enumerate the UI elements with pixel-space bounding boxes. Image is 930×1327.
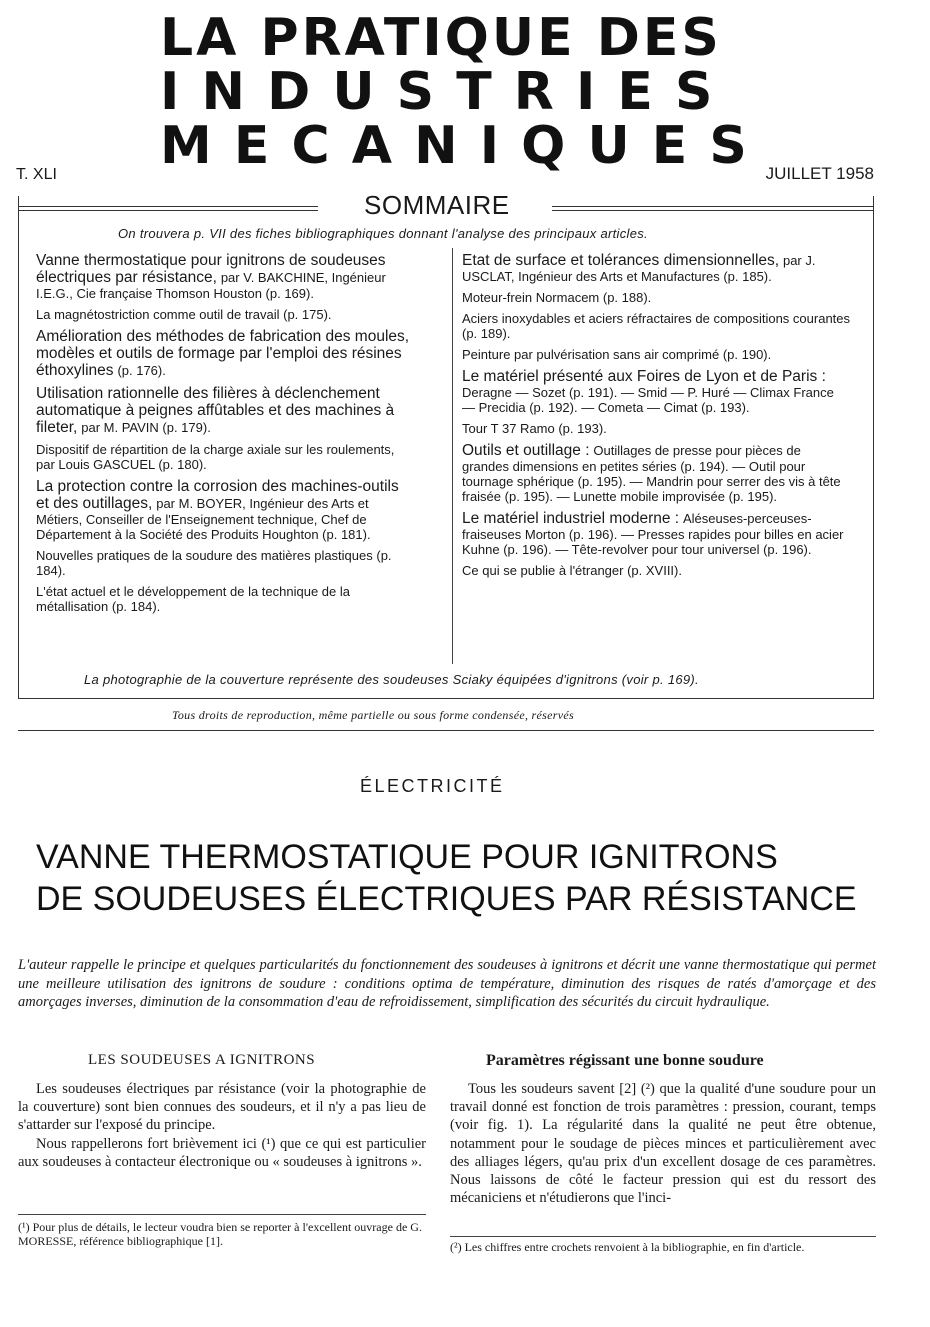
entry-title: Outils et outillage : — [462, 442, 590, 459]
entry-detail: (p. 176). — [117, 363, 166, 378]
paragraph: Nous rappellerons fort brièvement ici (¹) que ce qui est particulier aux soudeuses à contacteur électronique ou « soudeuses à ignitrons ». — [18, 1135, 426, 1170]
summary-entry — [36, 442, 412, 472]
summary-column-divider — [452, 248, 453, 664]
summary-entry — [462, 442, 850, 504]
footnote-rule — [450, 1236, 876, 1237]
summary-note: On trouvera p. VII des fiches bibliographiques donnant l'analyse des principaux articles. — [118, 226, 648, 241]
summary-entry — [462, 252, 850, 284]
summary-entry — [36, 252, 412, 301]
entry-title: Etat de surface et tolérances dimensionnelles, — [462, 252, 780, 269]
journal-title-line1: LA PRATIQUE DES — [160, 8, 722, 68]
article-title-line1: VANNE THERMOSTATIQUE POUR IGNITRONS — [36, 838, 778, 876]
entry-title: Amélioration des méthodes de fabrication des moules, modèles et outils de formage par l'emploi des résines éthoxylines — [36, 328, 410, 379]
journal-title-line2: I N D U S T R I E S — [160, 62, 715, 122]
entry-detail: Moteur-frein Normacem (p. 188). — [462, 290, 652, 305]
summary-entry — [462, 368, 850, 415]
summary-entry — [36, 584, 412, 614]
entry-detail: Ce qui se publie à l'étranger (p. XVIII). — [462, 563, 682, 578]
entry-detail: Nouvelles pratiques de la soudure des matières plastiques (p. 184). — [36, 548, 392, 578]
article-title-line2: DE SOUDEUSES ÉLECTRIQUES PAR RÉSISTANCE — [36, 880, 857, 918]
entry-detail: Peinture par pulvérisation sans air comprimé (p. 190). — [462, 347, 772, 362]
summary-entry — [462, 311, 850, 341]
article-abstract: L'auteur rappelle le principe et quelques particularités du fonctionnement des soudeuses à ignitrons et décrit une vanne thermostatique qui permet une meilleure utilisation des ignitrons de soudure : conditions optima de température, diminution des risques de ratés d'amorçage et des amorçages inverses, diminution de la consommation d'eau de refroidissement, simplification des sécurités du circuit hydraulique. — [18, 957, 876, 1010]
entry-title: Vanne thermostatique pour ignitrons de soudeuses électriques par résistance, — [36, 252, 386, 286]
entry-title: Le matériel présenté aux Foires de Lyon et de Paris : — [462, 368, 826, 385]
summary-entry — [462, 563, 850, 578]
summary-rule-left — [18, 206, 318, 207]
left-column-body — [18, 1080, 426, 1171]
entry-detail: Deragne — Sozet (p. 191). — Smid — P. Huré — Climax France — Precidia (p. 192). — Cometa — Cimat (p. 193). — [462, 385, 834, 415]
rights-notice: Tous droits de reproduction, même partielle ou sous forme condensée, réservés — [172, 708, 574, 722]
summary-entry — [462, 421, 850, 436]
paragraph: Les soudeuses électriques par résistance (voir la photographie de la couverture) sont bien connues des soudeurs, et il n'y a pas lieu de s'attarder sur l'exposé du principe. — [18, 1081, 426, 1134]
summary-rule-right — [552, 206, 873, 207]
cover-caption: La photographie de la couverture représente des soudeuses Sciaky équipées d'ignitrons (voir p. 169). — [84, 672, 699, 687]
summary-entry — [36, 328, 412, 379]
entry-detail: par J. USCLAT, Ingénieur des Arts et Manufactures (p. 185). — [462, 253, 816, 284]
entry-detail: par M. PAVIN (p. 179). — [81, 420, 211, 435]
summary-rule-left-thin — [18, 210, 318, 211]
summary-rule-right-thin — [552, 210, 873, 211]
issue-date: JUILLET 1958 — [765, 164, 874, 183]
entry-detail: par V. BAKCHINE, Ingénieur I.E.G., Cie française Thomson Houston (p. 169). — [36, 270, 386, 301]
volume-number: T. XLI — [16, 166, 57, 183]
summary-entry — [462, 347, 850, 362]
article-title — [36, 836, 896, 920]
entry-title: La protection contre la corrosion des machines-outils et des outillages, — [36, 478, 399, 512]
paragraph: Tous les soudeurs savent [2] (²) que la qualité d'une soudure pour un travail donné est fonction de trois paramètres : pression, courant, temps (voir fig. 1). La régularité dans la qualité ne peut être obtenue, notamment pour le soudage de pièces minces et particulièrement avec des alliages légers, qu'au prix d'un excellent dosage de ces paramètres. Nous laissons de côté le facteur pression qui est du ressort des mécaniciens et n'étudierons que l'inci- — [450, 1081, 876, 1207]
summary-title: SOMMAIRE — [364, 190, 510, 220]
entry-detail: Tour T 37 Ramo (p. 193). — [462, 421, 607, 436]
entry-detail: Outillages de presse pour pièces de grandes dimensions en petites séries (p. 194). — Outil pour tournage sphérique (p. 195). — Mandrin pour serrer des vis à tête fraisée (p. 195). — Lunette mobile improvisée (p. 195). — [462, 443, 841, 504]
right-column-body — [450, 1080, 876, 1207]
summary-entry — [36, 548, 412, 578]
summary-entry — [462, 290, 850, 305]
entry-title: Le matériel industriel moderne : — [462, 510, 680, 527]
summary-entry — [36, 307, 412, 322]
header-bottom-rule — [18, 730, 874, 731]
entry-detail: Aciers inoxydables et aciers réfractaires de compositions courantes (p. 189). — [462, 311, 851, 341]
footnote: (¹) Pour plus de détails, le lecteur voudra bien se reporter à l'excellent ouvrage de G. MORESSE, référence bibliographique [1]. — [18, 1220, 422, 1248]
right-column-heading: Paramètres régissant une bonne soudure — [486, 1052, 764, 1069]
journal-title-line3: M E C A N I Q U E S — [160, 116, 749, 176]
summary-entry — [36, 385, 412, 436]
summary-entry — [462, 510, 850, 557]
summary-left-column — [36, 252, 412, 620]
section-heading: ÉLECTRICITÉ — [360, 776, 505, 796]
footnote-rule — [18, 1214, 426, 1215]
entry-title: Utilisation rationnelle des filières à déclenchement automatique à peignes affûtables et des machines à fileter, — [36, 385, 395, 436]
footnote: (²) Les chiffres entre crochets renvoient à la bibliographie, en fin d'article. — [450, 1240, 805, 1254]
summary-entry — [36, 478, 412, 542]
entry-detail: Aléseuses-perceuses-fraiseuses Morton (p. 196). — Presses rapides pour billes en acier Kuhne (p. 196). — Tête-revolver pour tour universel (p. 196). — [462, 511, 844, 557]
entry-detail: par M. BOYER, Ingénieur des Arts et Métiers, Conseiller de l'Enseignement technique, Chef de Département à la Société des Produits Houghton (p. 181). — [36, 496, 371, 542]
entry-detail: Dispositif de répartition de la charge axiale sur les roulements, par Louis GASCUEL (p. 180). — [36, 442, 395, 472]
entry-detail: La magnétostriction comme outil de travail (p. 175). — [36, 307, 332, 322]
left-column-heading: LES SOUDEUSES A IGNITRONS — [88, 1052, 316, 1068]
summary-right-column — [462, 252, 850, 584]
entry-detail: L'état actuel et le développement de la technique de la métallisation (p. 184). — [36, 584, 350, 614]
